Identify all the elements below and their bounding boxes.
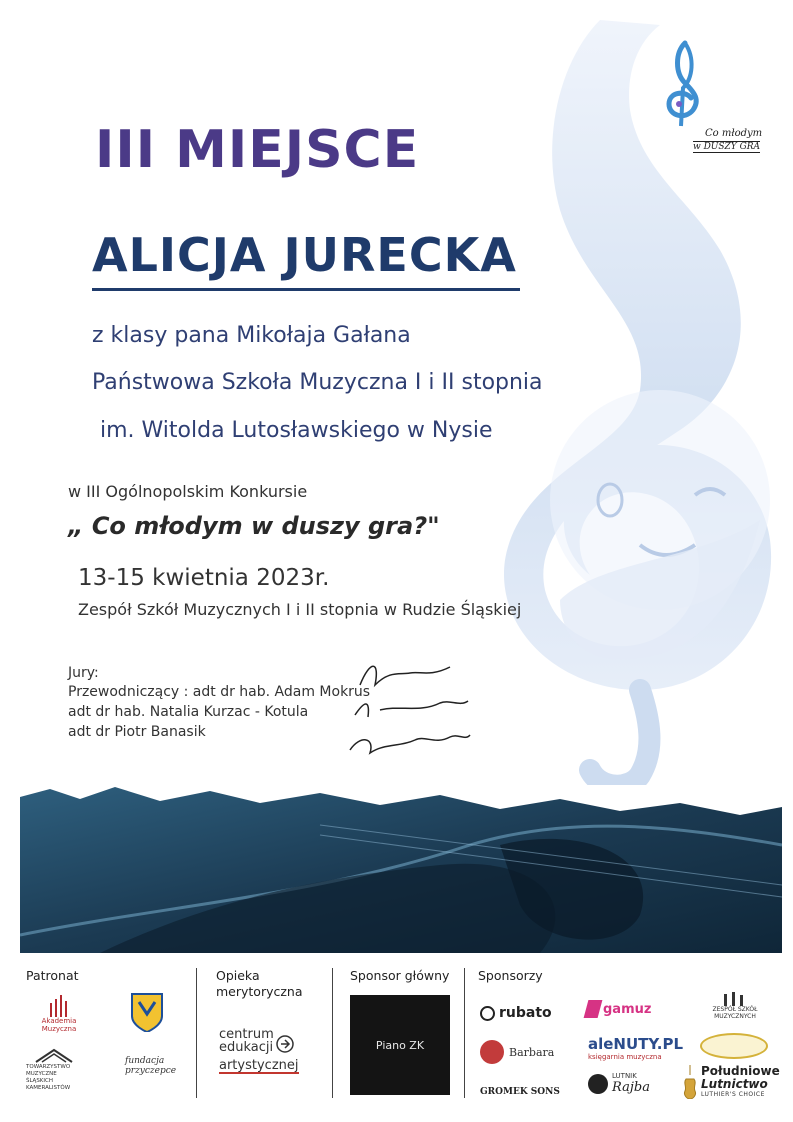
contest-clef-icon — [655, 38, 715, 128]
zsm-logo — [705, 992, 765, 1020]
laureate-underline — [92, 288, 520, 291]
contest-logo — [655, 38, 765, 158]
akademia-label: Akademia Muzyczna — [41, 1017, 77, 1033]
centrum-label-2: edukacji — [219, 1040, 274, 1055]
zsm-icon — [720, 992, 750, 1006]
jury-member-2: adt dr hab. Natalia Kurzac - Kotula — [68, 704, 309, 720]
fundacja-label: fundacja przyczepce — [125, 1056, 177, 1076]
gamuz-icon — [584, 1000, 603, 1018]
contest-name: „ Co młodym w duszy gra?" — [68, 512, 440, 540]
alenuty-label: aleNUTY.PL — [588, 1035, 684, 1053]
centrum-label-1: centrum — [219, 1027, 274, 1042]
section-patronat: Patronat — [26, 968, 79, 983]
poludniowe-logo — [683, 1065, 780, 1099]
separator — [196, 968, 197, 1098]
poludniowe-label-1: Południowe — [701, 1064, 780, 1078]
alenuty-logo — [588, 1035, 683, 1061]
jury-heading: Jury: — [68, 665, 99, 681]
piano-zk-label: Piano ZK — [375, 1038, 425, 1052]
contest-date: 13-15 kwietnia 2023r. — [78, 565, 330, 591]
laureate-name: ALICJA JURECKA — [92, 228, 517, 282]
zsm-label: ZESPÓŁ SZKÓŁ MUZYCZNYCH — [712, 1006, 758, 1020]
lutnik-logo — [588, 1072, 650, 1095]
section-sponsor-glowny: Sponsor główny — [350, 968, 450, 983]
barbara-logo — [480, 1040, 554, 1064]
centrum-label-3: artystycznej — [219, 1058, 299, 1073]
lutnik-label-1: LUTNIK — [612, 1072, 637, 1080]
contest-venue: Zespół Szkół Muzycznych I i II stopnia w Rudzie Śląskiej — [78, 600, 522, 619]
barbara-label: Barbara — [509, 1045, 555, 1059]
towarzystwo-icon — [34, 1048, 74, 1064]
gamuz-logo — [586, 1000, 651, 1018]
fundacja-logo — [125, 1056, 195, 1076]
towarzystwo-logo — [26, 1048, 96, 1092]
contest-intro: w III Ogólnopolskim Konkursie — [68, 482, 308, 501]
rubato-icon — [480, 1006, 495, 1021]
teacher-line: z klasy pana Mikołaja Gałana — [92, 323, 411, 348]
contest-logo-line2: w DUSZY GRA — [693, 142, 761, 152]
signatures — [340, 655, 490, 765]
towarzystwo-label: TOWARZYSTWO MUZYCZNE ŚLĄSKICH KAMERALISTÓW — [26, 1064, 71, 1091]
gromek-logo — [480, 1079, 560, 1098]
piano-zk-logo — [350, 995, 450, 1095]
gromek-label: GROMEK SONS — [480, 1087, 560, 1097]
school-line2: im. Witolda Lutosławskiego w Nysie — [100, 418, 493, 443]
contest-logo-line1: Co młodym — [705, 128, 763, 139]
rubato-logo — [480, 1005, 552, 1021]
rubato-label: rubato — [499, 1005, 552, 1021]
coat-of-arms-icon — [130, 992, 164, 1032]
centrum-icon — [275, 1034, 295, 1054]
section-opieka: Opieka merytoryczna — [216, 968, 303, 999]
separator — [332, 968, 333, 1098]
violin-photo — [20, 785, 782, 953]
barbara-icon — [480, 1040, 504, 1064]
gold-oval-logo — [700, 1033, 768, 1059]
alenuty-sub: księgarnia muzyczna — [588, 1053, 662, 1061]
akademia-icon — [48, 995, 68, 1017]
jury-member-3: adt dr Piotr Banasik — [68, 724, 206, 740]
place-heading: III MIEJSCE — [95, 120, 420, 180]
poludniowe-label-3: LUTHIER'S CHOICE — [701, 1091, 765, 1098]
lutnik-icon — [588, 1074, 608, 1094]
lutnik-label-2: Rajba — [612, 1080, 650, 1095]
violin-icon — [683, 1065, 697, 1099]
separator — [464, 968, 465, 1098]
poludniowe-label-2: Lutnictwo — [701, 1077, 768, 1091]
akademia-logo — [24, 995, 94, 1033]
gamuz-label: gamuz — [603, 1001, 652, 1017]
centrum-logo — [219, 1028, 329, 1074]
section-sponsorzy: Sponsorzy — [478, 968, 543, 983]
jury-member-1: Przewodniczący : adt dr hab. Adam Mokrus — [68, 684, 371, 700]
school-line1: Państwowa Szkoła Muzyczna I i II stopnia — [92, 370, 543, 395]
